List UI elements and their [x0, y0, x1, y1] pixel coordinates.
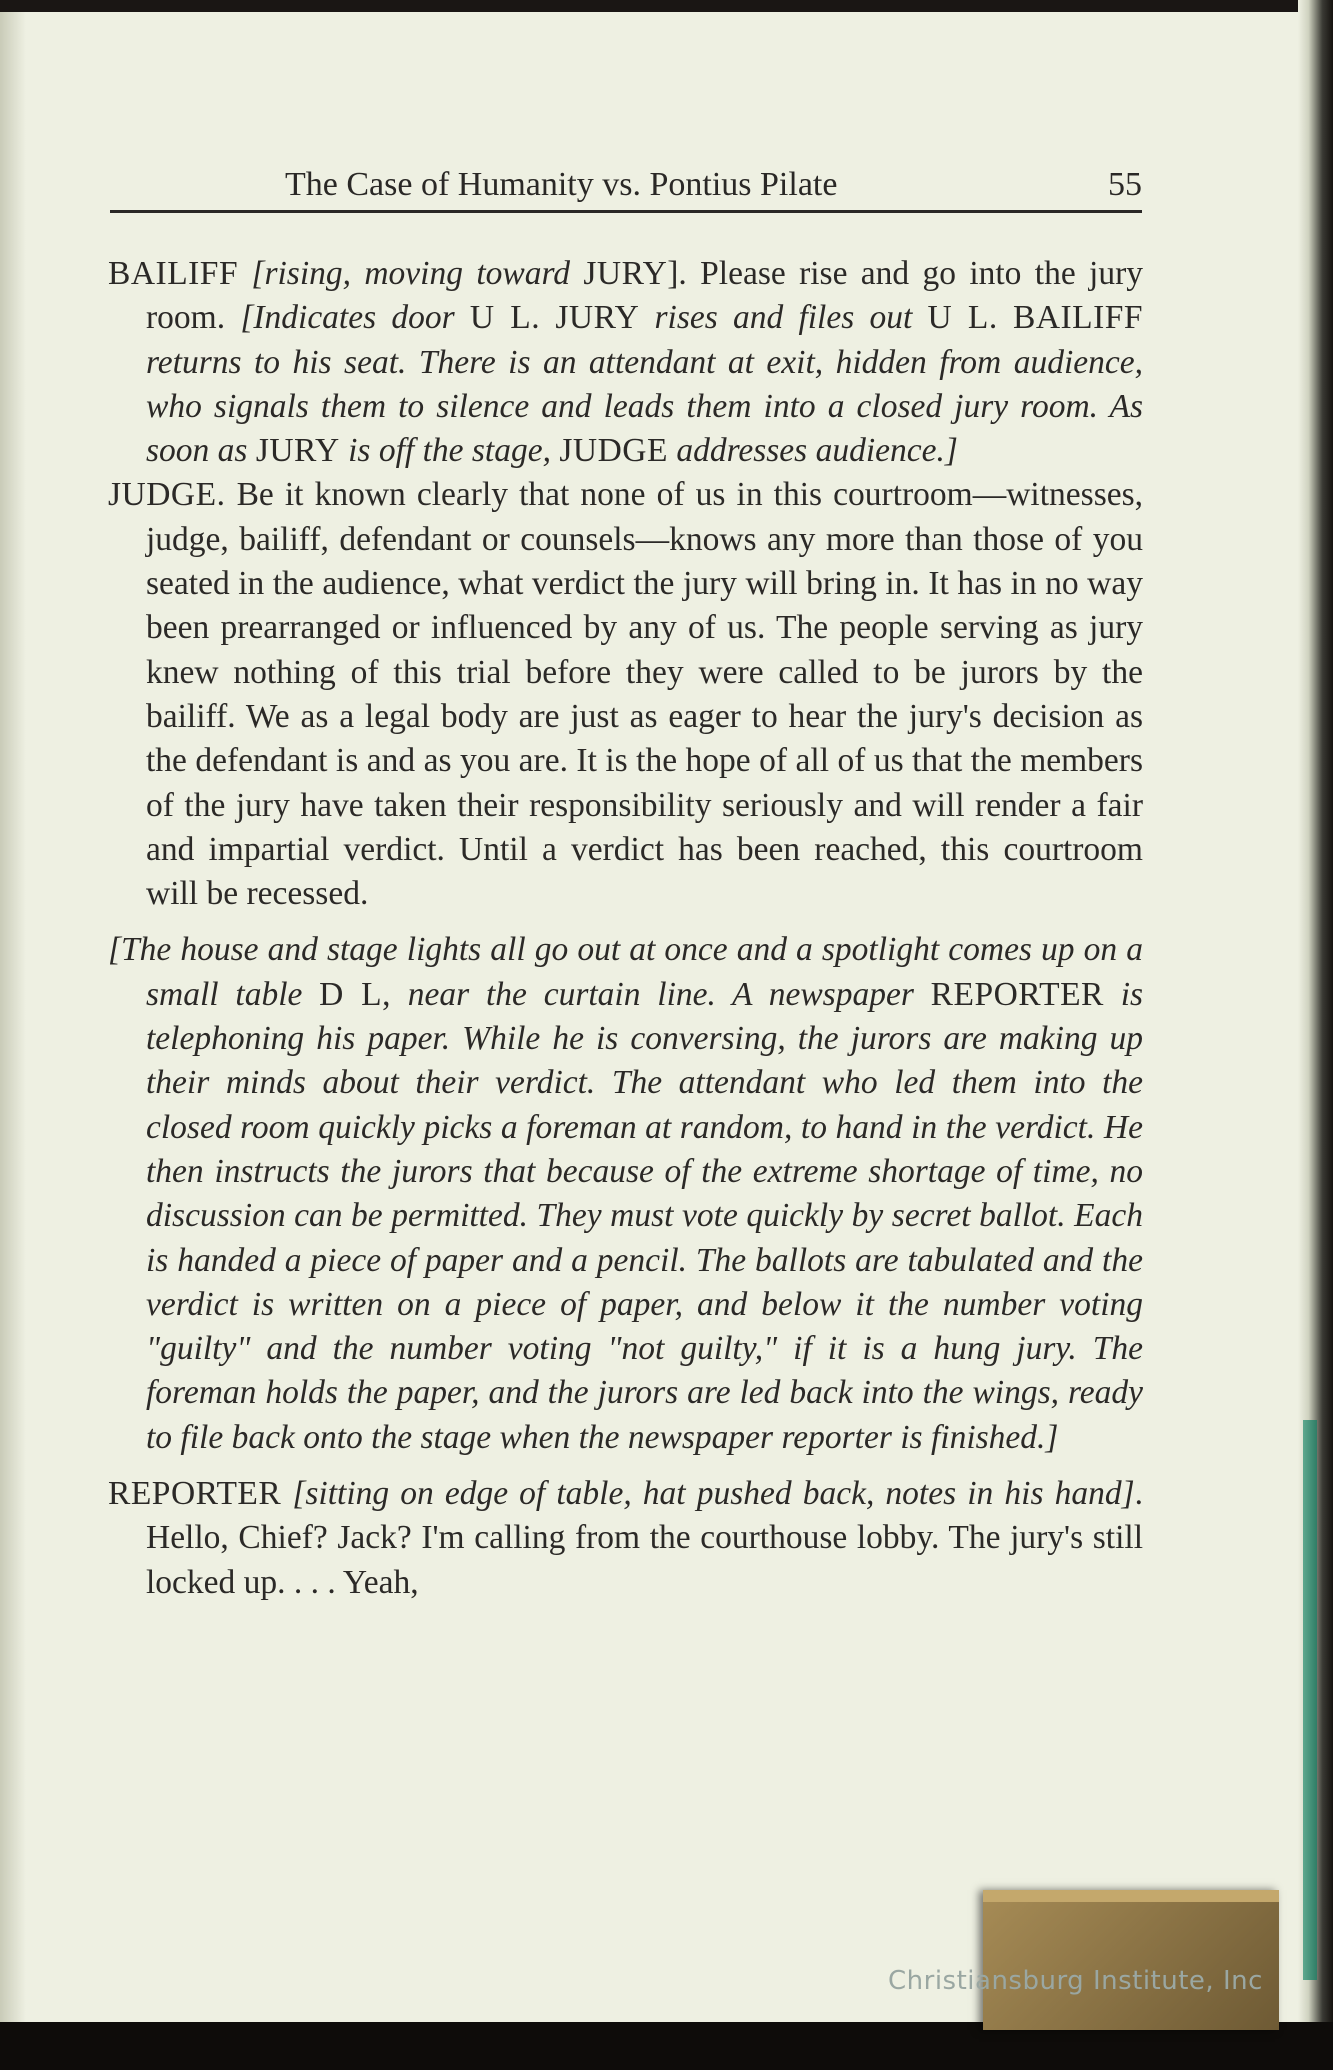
page-body — [108, 252, 1143, 1605]
stage-direction: is off the stage, — [348, 432, 551, 470]
character-name: JUDGE — [559, 432, 668, 470]
stage-direction: [The house and stage lights all go out at once and a spotlight comes up on a small table — [108, 931, 1143, 1013]
judge-paragraph — [108, 473, 1143, 916]
wooden-block-top — [983, 1890, 1279, 1902]
speech-text: . Hello, Chief? Jack? I'm calling from the courthouse lobby. The jury's still locked up. . . . Yeah, — [146, 1475, 1144, 1601]
stage-direction-paragraph — [108, 928, 1143, 1460]
stage-location: D L, — [319, 975, 391, 1013]
reporter-paragraph — [108, 1472, 1143, 1605]
speech-text: Be it known clearly that none of us in this courtroom—witnesses, judge, bailiff, defendant or counsels—knows any more than those of you seated in the audience, what verdict the jury will bring in. It has in no way been prearranged or influenced by any of us. The people serving as jury knew nothing of this trial before they were called to be jurors by the bailiff. We as a legal body are just as eager to hear the jury's decision as the defendant is and as you are. It is the hope of all of us that the members of the jury have taken their responsibility seriously and will render a fair and impartial verdict. Until a verdict has been reached, this courtroom will be recessed. — [146, 476, 1144, 913]
watermark: Christiansburg Institute, Inc — [888, 1966, 1263, 1996]
stage-direction: [rising, moving toward — [251, 255, 571, 292]
page-number: 55 — [1108, 166, 1142, 203]
stage-direction: rises and files out — [654, 299, 913, 337]
speaker-label: JUDGE. — [108, 476, 226, 514]
character-name: BAILIFF — [1012, 299, 1144, 337]
speaker-label: REPORTER — [108, 1475, 282, 1513]
character-name: JURY — [555, 299, 640, 337]
character-name: REPORTER — [930, 975, 1104, 1013]
stage-location: U L. — [469, 299, 541, 337]
stage-direction: [sitting on edge of table, hat pushed back, notes in his hand] — [292, 1475, 1135, 1513]
character-name: JURY — [583, 255, 668, 292]
running-head-title: The Case of Humanity vs. Pontius Pilate — [285, 166, 838, 203]
wooden-block — [983, 1890, 1279, 2030]
stage-location: U L. — [927, 299, 998, 337]
stage-direction: addresses audience.] — [676, 432, 958, 470]
stage-direction: is telephoning his paper. While he is conversing, the jurors are making up their minds about their verdict. The attendant who led them into the closed room quickly picks a foreman at random, to hand in the verdict. He then instructs the jurors that because of the extreme shortage of time, no discussion can be permitted. They must vote quickly by secret ballot. Each is handed a piece of paper and a pencil. The ballots are tabulated and the verdict is written on a piece of paper, and below it the number voting "guilty" and the number voting "not guilty," if it is a hung jury. The foreman holds the paper, and the jurors are led back into the wings, ready to file back onto the stage when the newspaper reporter is finished.] — [146, 975, 1144, 1456]
speaker-label: BAILIFF — [108, 255, 239, 292]
stage-direction: returns to his seat. There is an attendant at exit, hidden from audience, who signals them to silence and leads them into a closed jury room. As soon as — [146, 343, 1143, 470]
bailiff-paragraph — [108, 252, 1143, 473]
stage-direction: [Indicates door — [240, 299, 455, 337]
stage-direction: near the curtain line. A newspaper — [407, 975, 914, 1013]
spine-shadow — [0, 12, 26, 2022]
running-head — [110, 158, 1142, 213]
character-name: JURY — [255, 432, 340, 470]
speech-text: Please rise and go into the jury room. — [146, 255, 1144, 337]
green-bookmark — [1303, 1420, 1317, 1980]
bracket: ]. — [667, 255, 687, 292]
